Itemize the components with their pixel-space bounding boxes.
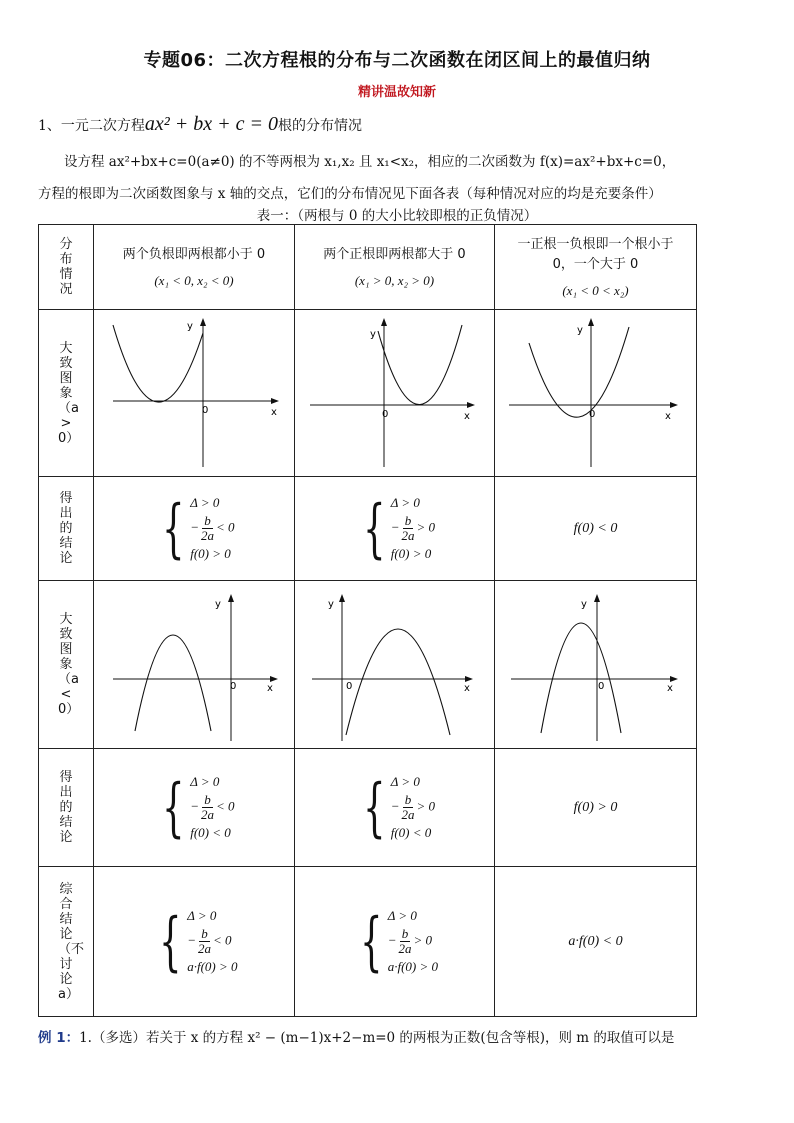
graph-cell — [295, 310, 495, 477]
table-row — [39, 581, 697, 749]
parabola-graph — [501, 585, 691, 745]
origin-label: 0 — [345, 680, 352, 692]
x-axis-arrow — [467, 402, 475, 408]
graph-cell — [94, 310, 295, 477]
y-axis-arrow — [381, 318, 387, 326]
section-suffix: 根的分布情况 — [278, 118, 363, 134]
x-axis-arrow — [270, 676, 278, 682]
row-label-graph-down: 大致图象（a<0） — [39, 581, 94, 749]
condition-cell — [94, 867, 295, 1017]
parabola-graph — [300, 585, 490, 745]
parabola-graph — [99, 585, 289, 745]
x-label: x — [666, 682, 673, 694]
condition-cell: f(0) < 0 — [495, 477, 697, 581]
section-equation: ax² + bx + c = 0 — [144, 113, 279, 135]
condition-system: { Δ > 0 − $\frac{b}{2a}$ < 0 f(0) > 0 — [162, 491, 235, 566]
x-axis-arrow — [465, 676, 473, 682]
page-title: 专题06：二次方程根的分布与二次函数在闭区间上的最值归纳 — [143, 50, 651, 71]
x-label: x — [267, 682, 273, 694]
parabola-curve — [346, 629, 450, 735]
y-axis-arrow — [588, 318, 594, 326]
parabola-graph — [501, 313, 691, 473]
condition-system: { Δ > 0 − $\frac{b}{2a}$ < 0 a·f(0) > 0 — [159, 904, 238, 979]
x-axis-arrow — [271, 398, 279, 404]
example-label: 例 1： — [38, 1030, 80, 1046]
y-label: y — [187, 321, 193, 332]
graph-cell — [495, 310, 697, 477]
table-row — [39, 225, 697, 310]
row-label-result-up: 得出的结论 — [39, 477, 94, 581]
table-row — [39, 477, 697, 581]
row-label-header: 分布情况 — [39, 225, 94, 310]
y-axis-arrow — [594, 594, 600, 602]
condition-cell — [295, 749, 495, 867]
parabola-graph — [99, 313, 289, 473]
condition-cell — [295, 477, 495, 581]
condition-cell: f(0) > 0 — [495, 749, 697, 867]
parabola-curve — [541, 623, 621, 733]
condition-system: { Δ > 0 − $\frac{b}{2a}$ > 0 f(0) > 0 — [363, 491, 436, 566]
header-cell-positive: 两个正根即两根都大于 0 (x₁ > 0, x₂ > 0) — [295, 225, 495, 310]
table-caption: 表一：（两根与 0 的大小比较即根的正负情况） — [256, 208, 538, 224]
parabola-curve — [378, 325, 462, 405]
page-subtitle: 精讲温故知新 — [357, 85, 436, 100]
origin-label: 0 — [202, 405, 209, 416]
table-row — [39, 310, 697, 477]
example-text: 1.（多选）若关于 x 的方程 x² − (m−1)x+2−m=0 的两根为正数(包含等根)，则 m 的取值可以是 — [79, 1030, 675, 1046]
origin-label: 0 — [230, 680, 237, 692]
row-label-result-down: 得出的结论 — [39, 749, 94, 867]
x-label: x — [271, 407, 277, 418]
condition-cell — [94, 477, 295, 581]
graph-cell — [295, 581, 495, 749]
y-label: y — [327, 598, 334, 610]
y-label: y — [576, 325, 583, 336]
y-label: y — [580, 598, 587, 610]
graph-cell — [495, 581, 697, 749]
condition-cell: a·f(0) < 0 — [495, 867, 697, 1017]
condition-system: { Δ > 0 − $\frac{b}{2a}$ > 0 f(0) < 0 — [363, 770, 436, 845]
parabola-curve — [135, 635, 211, 731]
section-heading — [38, 113, 362, 136]
x-axis-arrow — [670, 676, 678, 682]
y-label: y — [215, 598, 221, 610]
y-axis-arrow — [200, 318, 206, 326]
x-axis-arrow — [670, 402, 678, 408]
row-label-graph-up: 大致图象（a>0） — [39, 310, 94, 477]
origin-label: 0 — [597, 680, 604, 692]
table-row — [39, 867, 697, 1017]
condition-cell — [94, 749, 295, 867]
x-label: x — [463, 682, 470, 694]
parabola-curve — [113, 325, 203, 402]
origin-label: 0 — [381, 409, 388, 420]
y-axis-arrow — [339, 594, 345, 602]
parabola-curve — [529, 327, 629, 417]
paragraph-line-1: 设方程 ax²+bx+c=0(a≠0) 的不等两根为 x₁,x₂ 且 x₁<x₂，相应的二次函数为 f(x)=ax²+bx+c=0， — [64, 154, 676, 170]
root-distribution-table — [38, 224, 697, 1017]
condition-system: { Δ > 0 − $\frac{b}{2a}$ < 0 f(0) < 0 — [162, 770, 235, 845]
table-row — [39, 749, 697, 867]
section-prefix: 1、一元二次方程 — [38, 118, 145, 134]
condition-cell — [295, 867, 495, 1017]
paragraph-line-2: 方程的根即为二次函数图象与 x 轴的交点，它们的分布情况见下面各表（每种情况对应的均是充要条件） — [38, 186, 662, 202]
y-label: y — [369, 329, 376, 340]
row-label-summary: 综合结论（不讨论a） — [39, 867, 94, 1017]
x-label: x — [664, 411, 671, 422]
example-1 — [38, 1026, 674, 1046]
origin-label: 0 — [588, 409, 595, 420]
condition-system: { Δ > 0 − $\frac{b}{2a}$ > 0 a·f(0) > 0 — [360, 904, 438, 979]
y-axis-arrow — [228, 594, 234, 602]
x-label: x — [463, 411, 470, 422]
parabola-graph — [300, 313, 490, 473]
header-cell-mixed: 一正根一负根即一个根小于 0，一个大于 0 (x₁ < 0 < x₂) — [495, 225, 697, 310]
header-cell-negative: 两个负根即两根都小于 0 (x₁ < 0, x₂ < 0) — [94, 225, 295, 310]
graph-cell — [94, 581, 295, 749]
